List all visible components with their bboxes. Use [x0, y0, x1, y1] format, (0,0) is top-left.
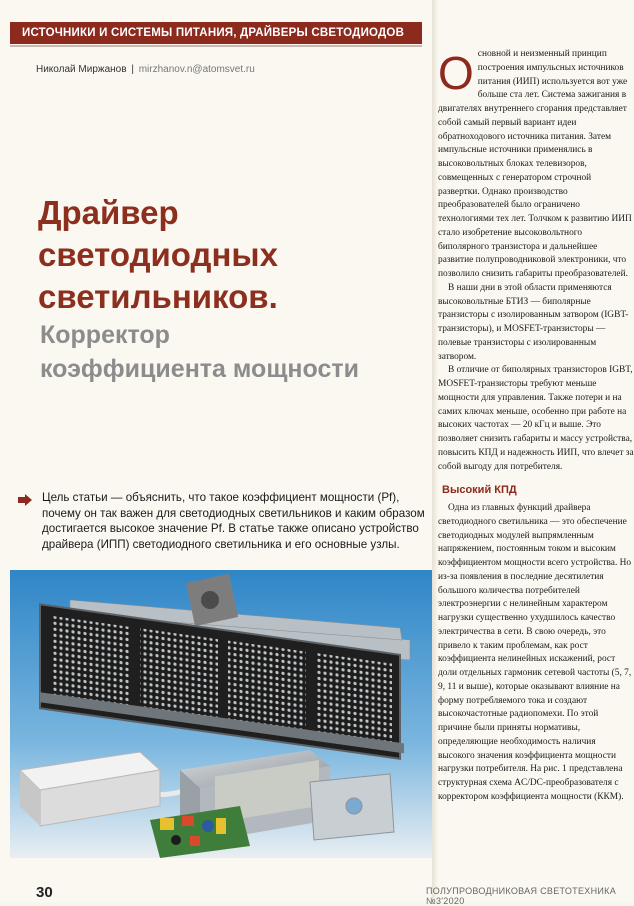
- journal-footer: ПОЛУПРОВОДНИКОВАЯ СВЕТОТЕХНИКА №3'2020: [426, 886, 617, 906]
- section-heading: Высокий КПД: [442, 484, 517, 497]
- author-name: Николай Миржанов: [36, 64, 127, 75]
- product-photo: [10, 570, 434, 858]
- mount-bracket: [186, 574, 238, 626]
- drop-cap: О: [438, 47, 474, 99]
- arrow-right-icon: [18, 494, 32, 506]
- section-header: ИСТОЧНИКИ И СИСТЕМЫ ПИТАНИЯ, ДРАЙВЕРЫ СВЕТОДИОДОВ: [10, 22, 422, 44]
- author-line: [36, 64, 255, 75]
- article-subtitle: [40, 318, 359, 386]
- title-line-3: светильников.: [38, 278, 278, 315]
- author-separator: |: [131, 64, 134, 75]
- article-title: [38, 192, 278, 318]
- body-paragraph-2: В наши дни в этой области применяются высоковольтные БТИЗ — биполярные транзисторы с изолированным затвором (IGBT-транзисторы), и MOSFET-транзисторы — полевые транзисторы с изолированным затвором.: [438, 282, 629, 362]
- title-line-1: Драйвер: [38, 194, 179, 231]
- body-paragraph-3: В отличие от биполярных транзисторов IGBT, MOSFET-транзисторы требуют меньше мощности для управления. Также потери и на самих ключах меньше, особенно при работе на высоких частотах — 20 кГц и выше. Это позволяет снизить габариты и массу устройства, повысить КПД и надежность ИИП, что влечет за собой выгоду для потребителя.: [438, 365, 634, 472]
- title-line-2: светодиодных: [38, 236, 278, 273]
- body-paragraph-1: [438, 48, 634, 282]
- body-paragraph-4: Одна из главных функций драйвера светодиодного светильника — это обеспечение светодиодных модулей выпрямленным напряжением, постоянным током и высоким коэффициентом мощности всего устройства. Но из-за появления в последние десятилетия большого количества потребителей электроэнергии с нелинейным характером нагрузки существенно ухудшилось качество электричества в сети. В свою очередь, это привело к таким проблемам, как рост коэффициента нелинейных искажений, рост доли отдельных гармоник сетевой частоты (5, 7, 9, 11 и выше), которые оказывают влияние на форму потребляемого тока и создают высокочастотные радиопомехи. По этой причине были приняты нормативы, определяющие необходимость наличия высокого значения коэффициента мощности нагрузки потребителя. На рис. 1 представлена структурная схема AC/DC-преобразователя с корректором коэффициента мощности (ККМ).: [438, 503, 632, 802]
- page-number: 30: [36, 884, 53, 901]
- subtitle-line-1: Корректор: [40, 321, 170, 349]
- mounting-plate: [310, 774, 394, 840]
- lead-paragraph: Цель статьи — объяснить, что такое коэффициент мощности (Pf), почему он так важен для светодиодных светильников и каким образом достигается высокое значение Pf. В статье также описано устройство драйвера (ИПП) светодиодного светильника и его основные узлы.: [42, 491, 425, 551]
- author-email[interactable]: mirzhanov.n@atomsvet.ru: [138, 64, 255, 75]
- body-paragraph-1-text: сновной и неизменный принцип построения импульсных источников питания (ИИП) используется вот уже больше ста лет. Система зажигания в двигателях внутреннего сгорания представляет собой самый первый вариант идеи обратноходового источника питания. Затем импульсные источники применялись в высоковольтных блоках телевизоров, совмещенных с генератором строчной развертки. Однако производство преобразователей было ограничено технологиями тех лет. Толчком к развитию ИИП стало изобретение высоковольтного биполярного транзистора и дальнейшее развитие полупроводниковой электроники, что позволило снизить габариты преобразователей.: [438, 49, 632, 279]
- subtitle-line-2: коэффициента мощности: [40, 355, 359, 383]
- body-column: [438, 48, 634, 805]
